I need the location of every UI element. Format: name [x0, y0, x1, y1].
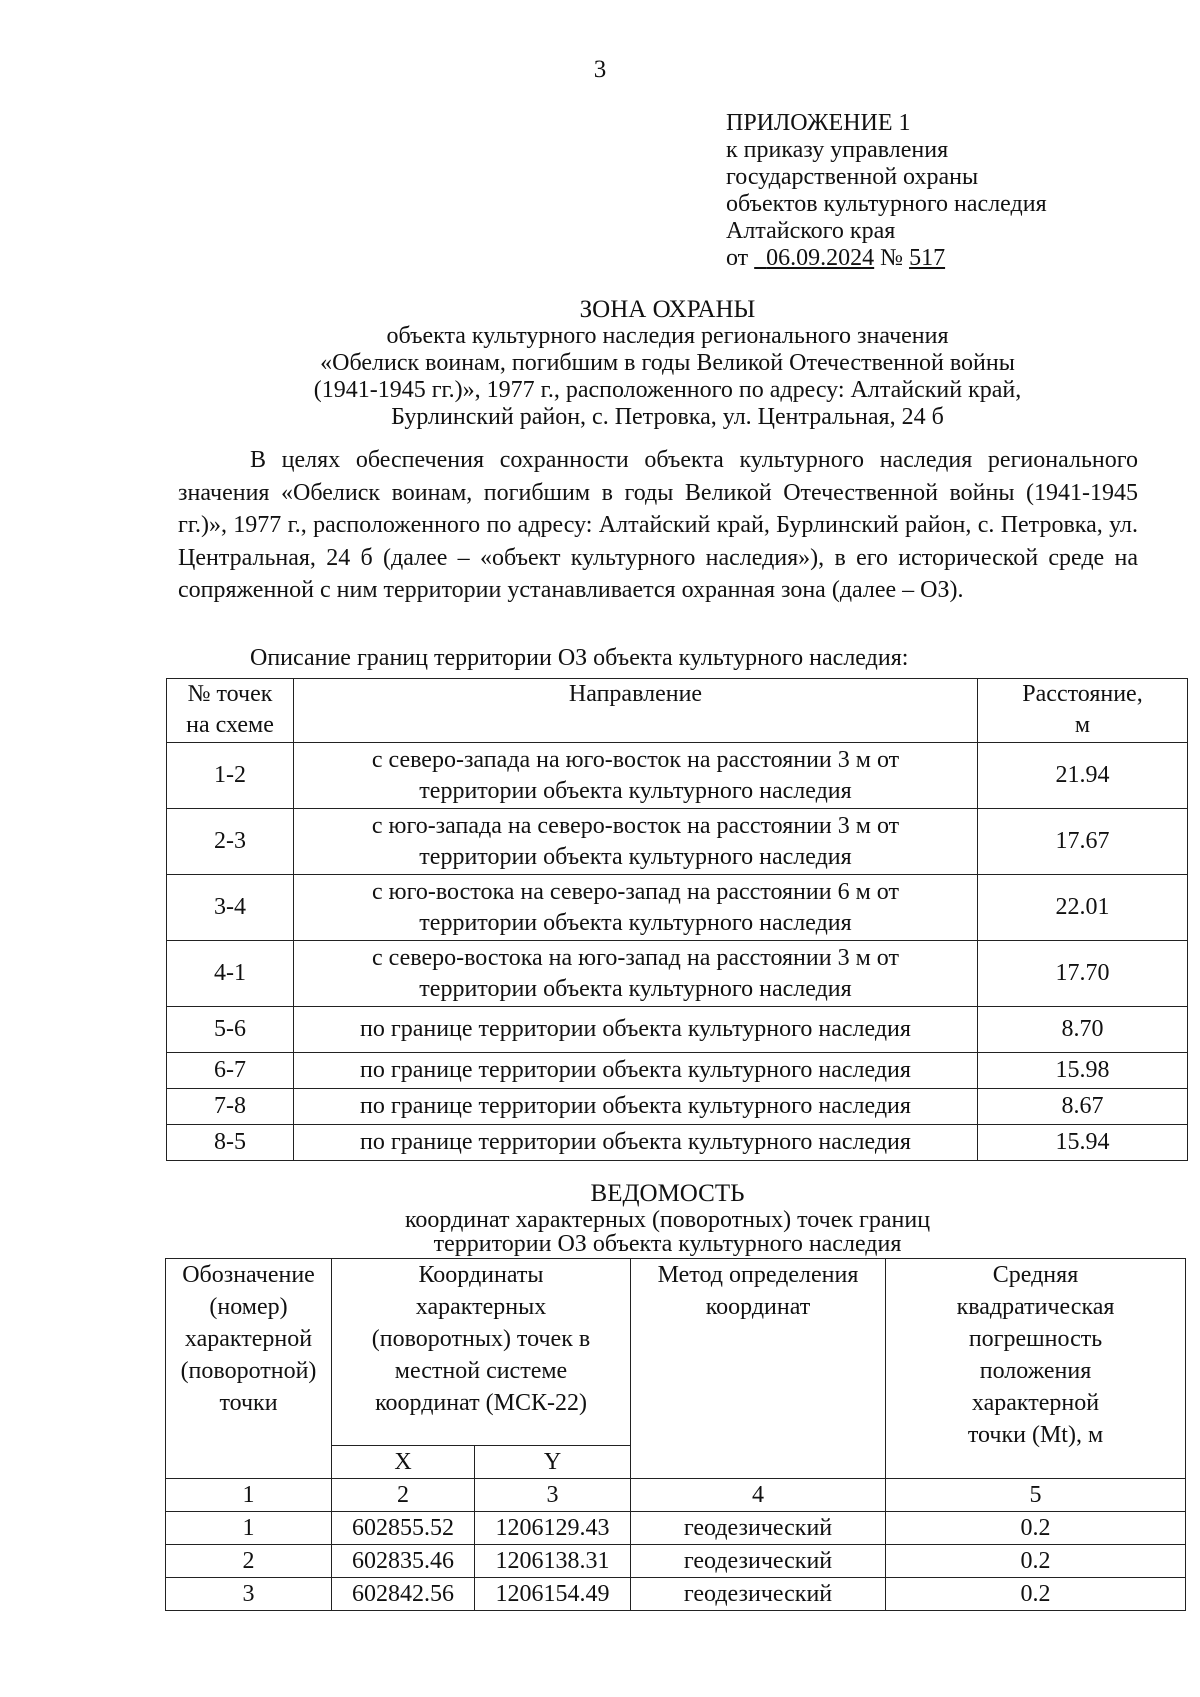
- header-text: точки (Mt), м: [967, 1422, 1104, 1448]
- cell-points: 1-2: [167, 743, 294, 809]
- cell-points: 4-1: [167, 941, 294, 1007]
- header-y: Y: [475, 1446, 631, 1479]
- table-row: [167, 1053, 1188, 1089]
- header-distance: [978, 679, 1188, 743]
- column-number: 4: [631, 1479, 886, 1512]
- table-row: [167, 1125, 1188, 1161]
- header-coordinates: [332, 1259, 631, 1446]
- cell-direction: по границе территории объекта культурного наследия: [294, 1089, 978, 1125]
- cell-distance: 22.01: [978, 875, 1188, 941]
- appendix-line: к приказу управления: [726, 137, 949, 163]
- table-row: [167, 809, 1188, 875]
- column-number: 5: [886, 1479, 1186, 1512]
- cell-points: 8-5: [167, 1125, 294, 1161]
- cell-points: 6-7: [167, 1053, 294, 1089]
- header-x: X: [332, 1446, 475, 1479]
- column-number: 2: [332, 1479, 475, 1512]
- appendix-date-line: [726, 245, 1047, 272]
- cell-point: 1: [166, 1512, 332, 1545]
- direction-text: с северо-востока на юго-запад на расстоянии 3 м от: [372, 944, 899, 971]
- cell-direction: [294, 743, 978, 809]
- column-number: 1: [166, 1479, 332, 1512]
- appendix-title: ПРИЛОЖЕНИЕ 1: [726, 110, 911, 136]
- coord-heading-line: территории ОЗ объекта культурного наследия: [433, 1231, 902, 1257]
- cell-direction: [294, 875, 978, 941]
- cell-x: 602855.52: [332, 1512, 475, 1545]
- cell-direction: по границе территории объекта культурного наследия: [294, 1053, 978, 1089]
- cell-error: 0.2: [886, 1578, 1186, 1611]
- header-text: положения: [979, 1358, 1092, 1384]
- cell-x: 602835.46: [332, 1545, 475, 1578]
- body-paragraph: В целях обеспечения сохранности объекта культурного наследия регионального значения «Обелиск воинам, погибшим в годы Великой Отечественной войны (1941-1945 гг.)», 1977 г., расположенного по адресу: Алтайский край, Бурлинский район, с. Петровка, ул. Центральная, 24 б (далее – «объект культурного наследия»), в его исторической среде на сопряженной с ним территории устанавливается охранная зона (далее – ОЗ).: [178, 447, 1138, 603]
- appendix-line: объектов культурного наследия: [726, 191, 1047, 217]
- order-number: 517: [909, 245, 946, 271]
- table-row: [167, 1089, 1188, 1125]
- header-text: местной системе: [394, 1358, 568, 1384]
- cell-direction: по границе территории объекта культурного наследия: [294, 1125, 978, 1161]
- order-date-value: 06.09.2024: [766, 245, 875, 271]
- table-row: [166, 1512, 1186, 1545]
- table-row: [166, 1545, 1186, 1578]
- header-text: (поворотной): [180, 1358, 317, 1384]
- direction-text: территории объекта культурного наследия: [419, 777, 852, 804]
- header-text: м: [1074, 712, 1091, 738]
- header-text: на схеме: [186, 712, 274, 738]
- direction-text: территории объекта культурного наследия: [419, 909, 852, 936]
- cell-direction: [294, 809, 978, 875]
- cell-method: геодезический: [631, 1545, 886, 1578]
- table-row: [167, 743, 1188, 809]
- order-date: [754, 245, 874, 271]
- header-text: (поворотных) точек в: [371, 1326, 591, 1352]
- header-text: Расстояние,: [1022, 681, 1143, 707]
- heading-line: (1941-1945 гг.)», 1977 г., расположенного по адресу: Алтайский край,: [313, 377, 1022, 403]
- header-direction: Направление: [294, 679, 978, 743]
- header-text: квадратическая: [956, 1294, 1115, 1320]
- cell-distance: 15.94: [978, 1125, 1188, 1161]
- header-text: характерных: [415, 1294, 547, 1320]
- appendix-block: [726, 110, 1047, 272]
- appendix-line: государственной охраны: [726, 164, 979, 190]
- direction-text: с северо-запада на юго-восток на расстоянии 3 м от: [371, 746, 900, 773]
- header-text: Обозначение: [182, 1262, 315, 1288]
- page-number: 3: [593, 56, 607, 83]
- header-text: № точек: [187, 681, 273, 707]
- cell-direction: [294, 941, 978, 1007]
- cell-distance: 21.94: [978, 743, 1188, 809]
- header-text: Координаты: [418, 1262, 544, 1288]
- direction-text: с юго-запада на северо-восток на расстоянии 3 м от: [371, 812, 900, 839]
- heading-line: Бурлинский район, с. Петровка, ул. Центральная, 24 б: [391, 404, 944, 430]
- table-header-row: [166, 1259, 1186, 1446]
- cell-distance: 17.70: [978, 941, 1188, 1007]
- table-row: [166, 1578, 1186, 1611]
- heading-line: объекта культурного наследия регионального значения: [386, 323, 949, 349]
- zone-heading: [150, 296, 1185, 431]
- cell-point: 3: [166, 1578, 332, 1611]
- direction-text: территории объекта культурного наследия: [419, 975, 852, 1002]
- table-row: [167, 941, 1188, 1007]
- header-method: [631, 1259, 886, 1479]
- cell-distance: 17.67: [978, 809, 1188, 875]
- cell-direction: по границе территории объекта культурного наследия: [294, 1007, 978, 1053]
- header-text: Метод определения: [657, 1262, 859, 1288]
- header-points: [167, 679, 294, 743]
- table-header-row: [167, 679, 1188, 743]
- header-text: погрешность: [968, 1326, 1103, 1352]
- date-prefix: от: [726, 245, 749, 271]
- direction-text: территории объекта культурного наследия: [419, 843, 852, 870]
- cell-distance: 15.98: [978, 1053, 1188, 1089]
- cell-method: геодезический: [631, 1578, 886, 1611]
- boundary-table-caption: Описание границ территории ОЗ объекта культурного наследия:: [250, 645, 909, 671]
- coord-heading: [150, 1180, 1185, 1256]
- header-text: координат: [705, 1294, 811, 1320]
- coord-title: ВЕДОМОСТЬ: [590, 1180, 745, 1207]
- header-text: Средняя: [992, 1262, 1079, 1288]
- cell-point: 2: [166, 1545, 332, 1578]
- cell-y: 1206138.31: [475, 1545, 631, 1578]
- direction-text: с юго-востока на северо-запад на расстоянии 6 м от: [372, 878, 899, 905]
- header-text: характерной: [184, 1326, 313, 1352]
- cell-method: геодезический: [631, 1512, 886, 1545]
- table-row: [167, 1007, 1188, 1053]
- heading-line: «Обелиск воинам, погибшим в годы Великой Отечественной войны: [320, 350, 1015, 376]
- cell-points: 5-6: [167, 1007, 294, 1053]
- zone-title: ЗОНА ОХРАНЫ: [579, 296, 756, 323]
- cell-points: 3-4: [167, 875, 294, 941]
- header-point-id: [166, 1259, 332, 1479]
- column-number-row: [166, 1479, 1186, 1512]
- header-text: точки: [219, 1390, 278, 1416]
- header-text: (номер): [209, 1294, 288, 1320]
- cell-error: 0.2: [886, 1545, 1186, 1578]
- cell-y: 1206129.43: [475, 1512, 631, 1545]
- appendix-line: Алтайского края: [726, 218, 896, 244]
- cell-distance: 8.70: [978, 1007, 1188, 1053]
- cell-points: 2-3: [167, 809, 294, 875]
- cell-points: 7-8: [167, 1089, 294, 1125]
- column-number: 3: [475, 1479, 631, 1512]
- table-row: [167, 875, 1188, 941]
- number-sign: №: [880, 245, 904, 271]
- boundary-table: [166, 678, 1188, 1161]
- header-text: координат (МСК-22): [375, 1390, 587, 1416]
- cell-distance: 8.67: [978, 1089, 1188, 1125]
- header-text: характерной: [971, 1390, 1100, 1416]
- coordinates-table: [165, 1258, 1186, 1611]
- header-error: [886, 1259, 1186, 1479]
- cell-y: 1206154.49: [475, 1578, 631, 1611]
- coord-heading-line: координат характерных (поворотных) точек границ: [404, 1207, 931, 1233]
- cell-error: 0.2: [886, 1512, 1186, 1545]
- cell-x: 602842.56: [332, 1578, 475, 1611]
